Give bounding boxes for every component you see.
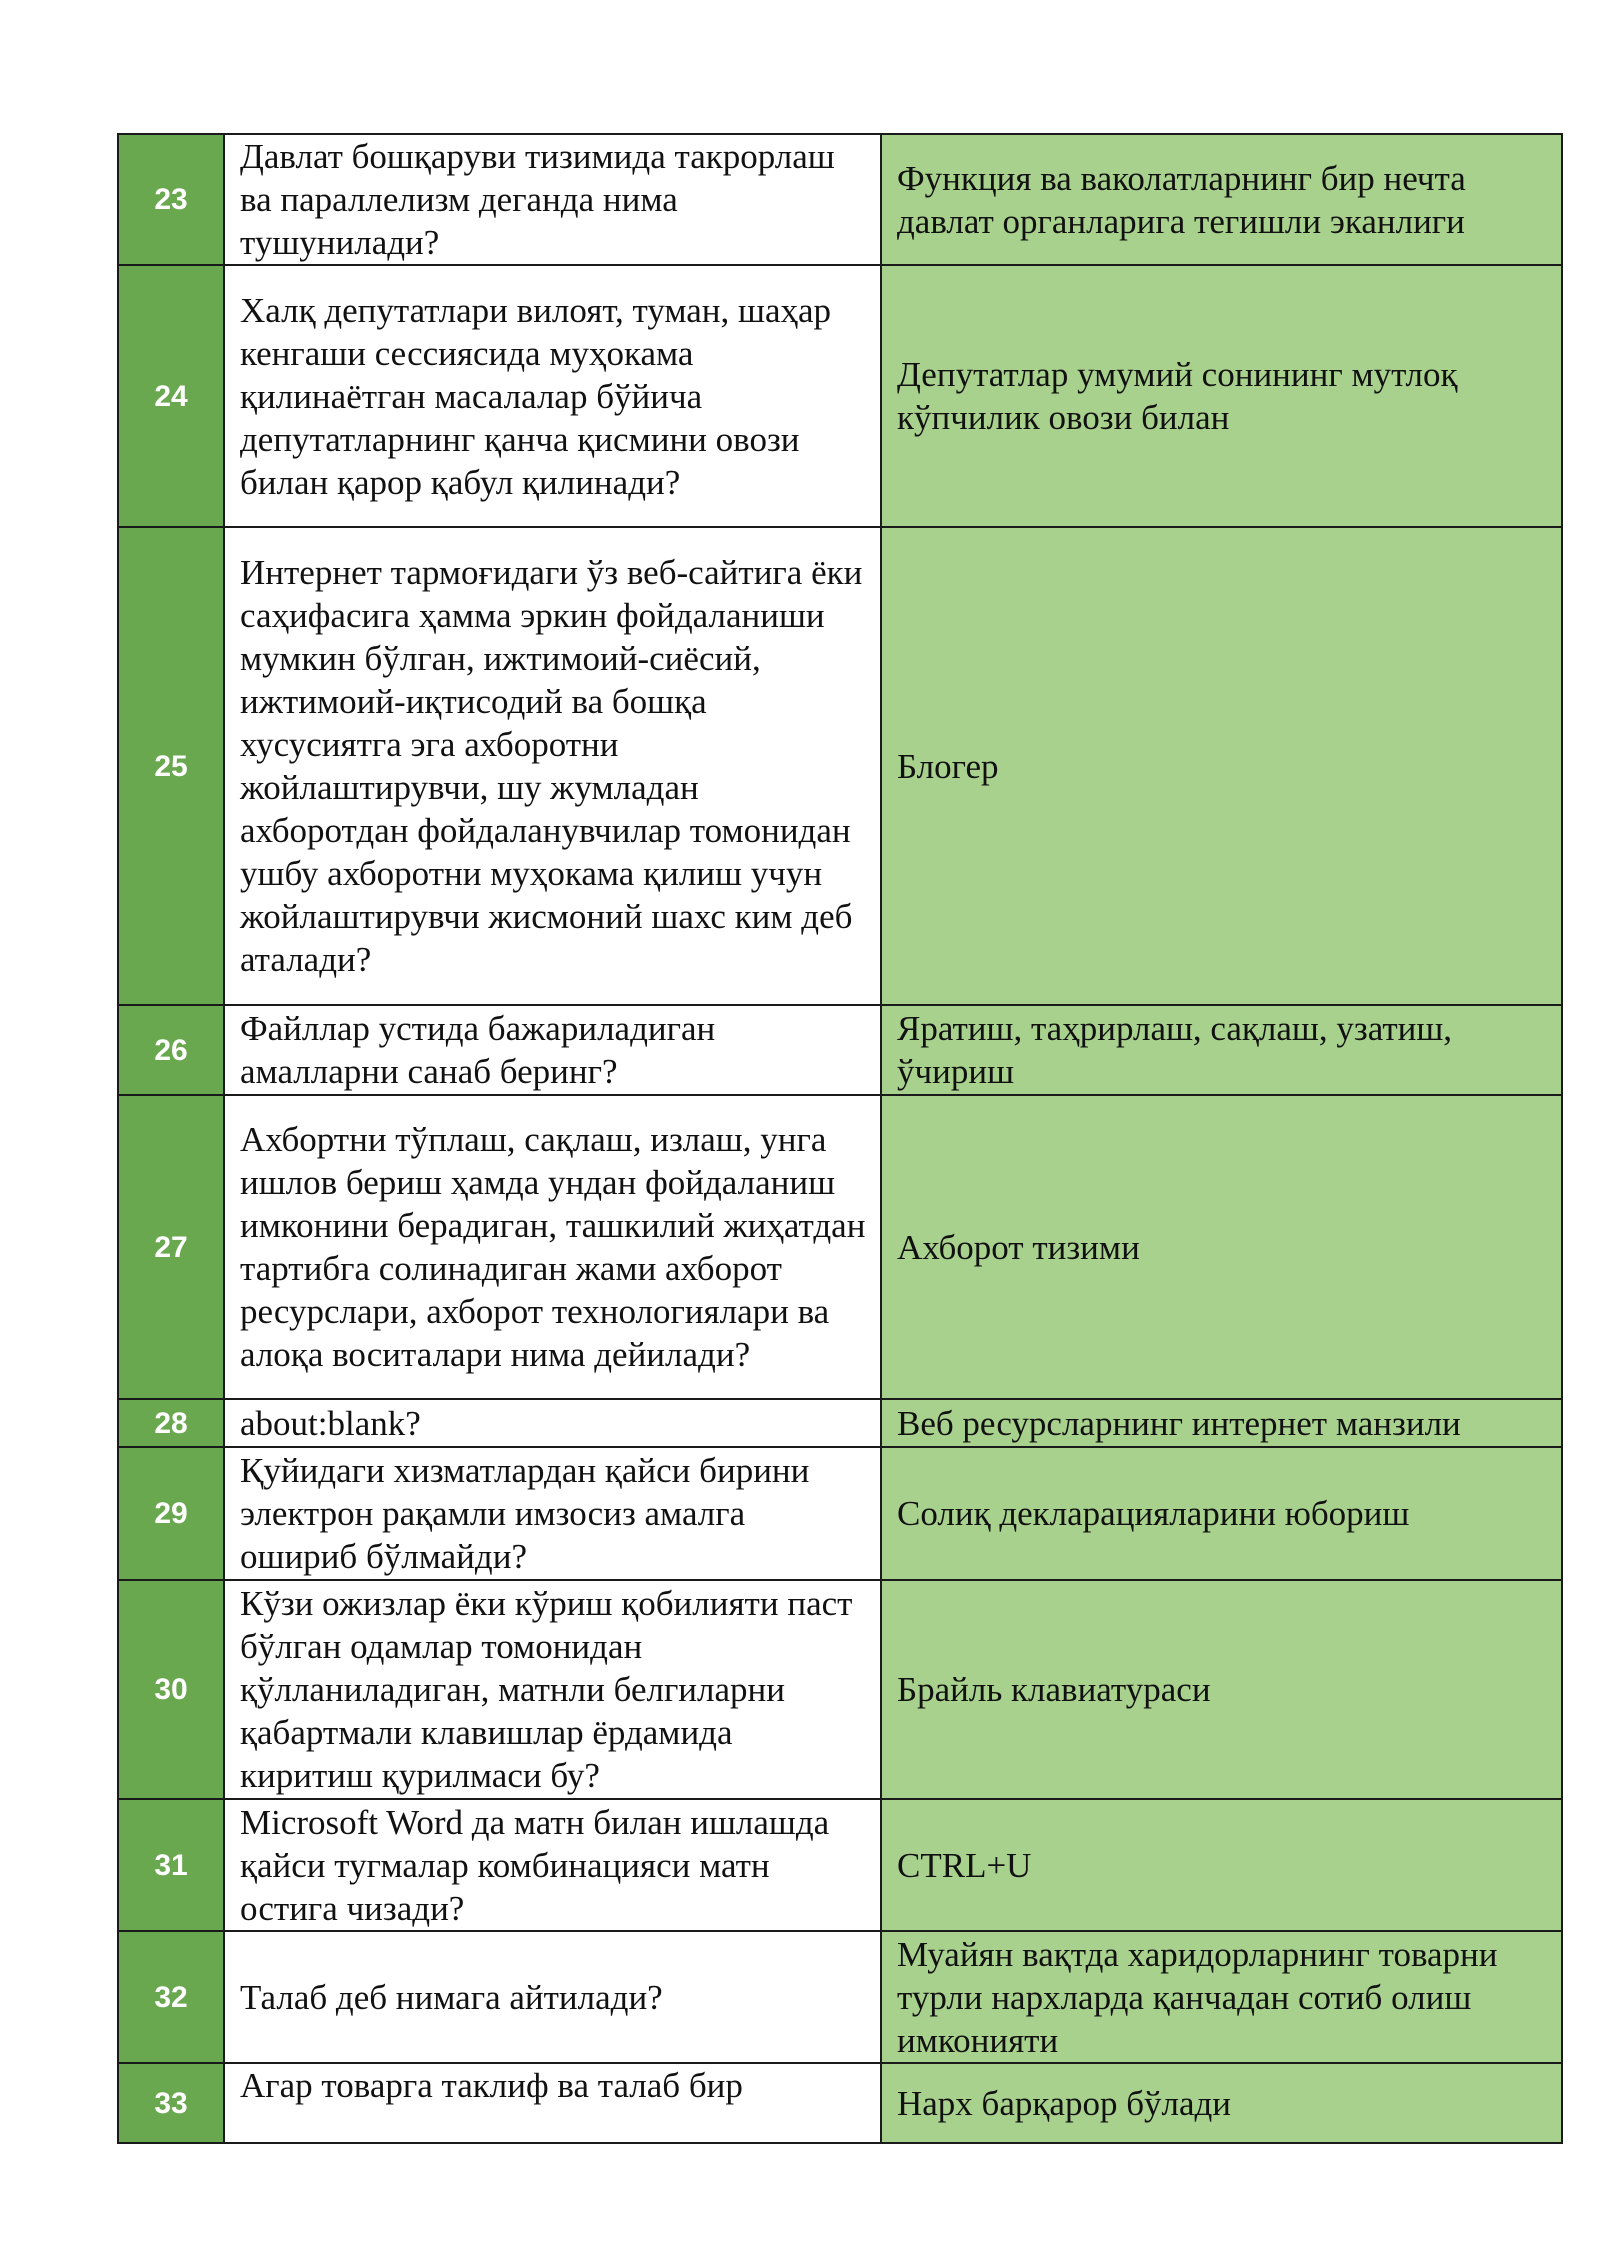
question-cell: Халқ депутатлари вилоят, туман, шаҳар кенгаши сессиясида муҳокама қилинаётган масалалар бўйича депутатларнинг қанча қисмини овози билан қарор қабул қилинади? — [224, 265, 881, 527]
row-number: 23 — [118, 134, 224, 265]
question-cell: Қуйидаги хизматлардан қайси бирини электрон рақамли имзосиз амалга ошириб бўлмайди? — [224, 1447, 881, 1580]
answer-cell: Нарх барқарор бўлади — [881, 2063, 1562, 2143]
question-cell: Агар товарга таклиф ва талаб бир — [224, 2063, 881, 2143]
question-cell: Файллар устида бажариладиган амалларни санаб беринг? — [224, 1005, 881, 1095]
question-cell: Кўзи ожизлар ёки кўриш қобилияти паст бўлган одамлар томонидан қўлланиладиган, матнли белгиларни қабартмали клавишлар ёрдамида киритиш қурилмаси бу? — [224, 1580, 881, 1799]
table-row — [118, 1447, 1562, 1580]
question-cell: Давлат бошқаруви тизимида такрорлаш ва параллелизм деганда нима тушунилади? — [224, 134, 881, 265]
question-cell: about:blank? — [224, 1399, 881, 1447]
row-number: 28 — [118, 1399, 224, 1447]
row-number: 27 — [118, 1095, 224, 1399]
table-row — [118, 2063, 1562, 2143]
row-number: 26 — [118, 1005, 224, 1095]
row-number: 24 — [118, 265, 224, 527]
question-cell: Microsoft Word да матн билан ишлашда қайси тугмалар комбинацияси матн остига чизади? — [224, 1799, 881, 1931]
answer-cell: Функция ва ваколатларнинг бир нечта давлат органларига тегишли эканлиги — [881, 134, 1562, 265]
qa-table — [117, 133, 1563, 2144]
answer-cell: Солиқ декларацияларини юбориш — [881, 1447, 1562, 1580]
answer-cell: Яратиш, таҳрирлаш, сақлаш, узатиш, ўчириш — [881, 1005, 1562, 1095]
answer-cell: Депутатлар умумий сонининг мутлоқ кўпчилик овози билан — [881, 265, 1562, 527]
table-row — [118, 527, 1562, 1005]
table-row — [118, 134, 1562, 265]
table-row — [118, 1399, 1562, 1447]
table-row — [118, 1005, 1562, 1095]
question-cell: Талаб деб нимага айтилади? — [224, 1931, 881, 2063]
table-row — [118, 1095, 1562, 1399]
table-row — [118, 1799, 1562, 1931]
answer-cell: Муайян вақтда харидорларнинг товарни турли нархларда қанчадан сотиб олиш имконияти — [881, 1931, 1562, 2063]
answer-cell: Брайль клавиатураси — [881, 1580, 1562, 1799]
question-cell: Ахбортни тўплаш, сақлаш, излаш, унга ишлов бериш ҳамда ундан фойдаланиш имконини берадиган, ташкилий жиҳатдан тартибга солинадиган жами ахборот ресурслари, ахборот технологиялари ва алоқа воситалари нима дейилади? — [224, 1095, 881, 1399]
question-cell: Интернет тармоғидаги ўз веб-сайтига ёки саҳифасига ҳамма эркин фойдаланиши мумкин бўлган, ижтимоий-сиёсий, ижтимоий-иқтисодий ва бошқа хусусиятга эга ахборотни жойлаштирувчи, шу жумладан ахборотдан фойдаланувчилар томонидан ушбу ахборотни муҳокама қилиш учун жойлаштирувчи жисмоний шахс ким деб аталади? — [224, 527, 881, 1005]
table-row — [118, 265, 1562, 527]
answer-cell: Блогер — [881, 527, 1562, 1005]
answer-cell: CTRL+U — [881, 1799, 1562, 1931]
answer-cell: Ахборот тизими — [881, 1095, 1562, 1399]
answer-cell: Веб ресурсларнинг интернет манзили — [881, 1399, 1562, 1447]
table-row — [118, 1931, 1562, 2063]
table-row — [118, 1580, 1562, 1799]
row-number: 25 — [118, 527, 224, 1005]
row-number: 31 — [118, 1799, 224, 1931]
row-number: 32 — [118, 1931, 224, 2063]
row-number: 29 — [118, 1447, 224, 1580]
row-number: 30 — [118, 1580, 224, 1799]
row-number: 33 — [118, 2063, 224, 2143]
